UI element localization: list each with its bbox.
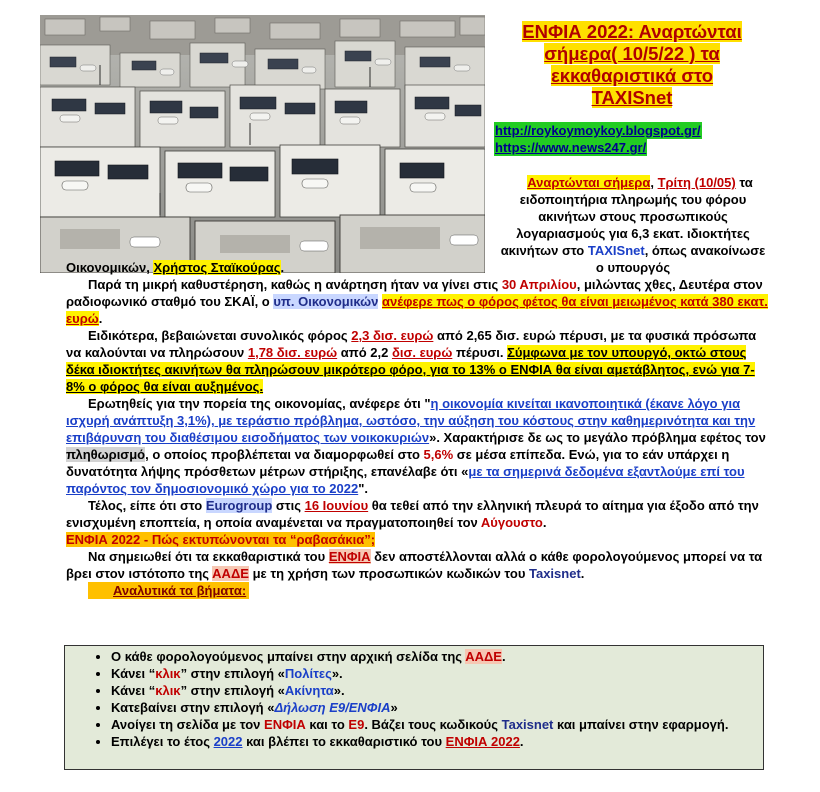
p1-ministry: υπ. Οικονομικών xyxy=(273,294,379,309)
p5-text-c: δεν αποστέλλονται αλλά ο κάθε φορολογούμενος μπορεί να τα βρει στον ιστότοπο της xyxy=(66,549,763,581)
p3-text-e: , ο οποίος προβλέπεται να διαμορφωθεί στο xyxy=(145,447,424,462)
p3-economy-quote: η οικονομία κινείται ικανοποιητικά (έκανε λόγο για ισχυρή ανάπτυξη 3,1%), με τεράστιο πρόβλημα, ωστόσο, την αύξηση του κόστους στην καθημερινότητα και την επιβάρυνση του διαθέσιμου εισοδήματος των νοικοκυριών xyxy=(66,396,756,445)
s2-text-c: ” στην επιλογή « xyxy=(180,666,285,681)
p1-amount: 380 εκατ. ευρώ xyxy=(66,294,768,326)
paragraph-economy xyxy=(66,395,772,497)
p1-text-a: Παρά τη μικρή καθυστέρηση, καθώς η ανάρτηση ήταν να γίνει στις xyxy=(88,277,502,292)
p4-eurogroup: Eurogroup xyxy=(205,498,273,513)
p4-date: 16 Ιουνίου xyxy=(304,498,369,513)
p0-text-a: Οικονομικών, xyxy=(66,260,154,275)
p2-prev: δισ. ευρώ xyxy=(391,345,453,360)
paragraph-amounts xyxy=(66,327,772,395)
paragraph-delay xyxy=(66,276,772,327)
step-2 xyxy=(111,665,763,682)
steps-box xyxy=(64,645,764,770)
p5-taxisnet: Taxisnet xyxy=(529,566,581,581)
title-line-1: ΕΝΦΙΑ 2022: Αναρτώνται xyxy=(522,21,742,42)
p3-text-g: σε μέσα επίπεδα. Ενώ, για το εάν υπάρχει η δυνατότητα λήψης πρόσθετων μέτρων στήριξης, επανέλαβε ότι « xyxy=(66,447,730,479)
s5-e9: Ε9 xyxy=(348,717,365,732)
s5-enfia: ΕΝΦΙΑ xyxy=(264,717,306,732)
p2-text-a: Ειδικότερα, βεβαιώνεται συνολικός φόρος xyxy=(88,328,352,343)
p3-text-i: ". xyxy=(358,481,368,496)
s5-taxisnet: Taxisnet xyxy=(501,717,554,732)
s5-text-a: Ανοίγει τη σελίδα με τον xyxy=(111,717,265,732)
s6-text-c: και βλέπει το εκκαθαριστικό του xyxy=(242,734,446,749)
s4-text-a: Κατεβαίνει στην επιλογή « xyxy=(111,700,275,715)
intro-highlight-today: Αναρτώνται σήμερα xyxy=(527,175,651,190)
s3-text-c: ” στην επιλογή « xyxy=(180,683,285,698)
s3-text-e: ». xyxy=(333,683,345,698)
p4-text-g: . xyxy=(542,515,547,530)
p4-month: Αύγουστο xyxy=(480,515,543,530)
s6-year: 2022 xyxy=(213,734,243,749)
steps-heading-text: Αναλυτικά τα βήματα: xyxy=(88,582,249,599)
intro-text-f: , όπως ανακοίνωσε ο υπουργός xyxy=(595,243,766,275)
p5-aade: ΑΑΔΕ xyxy=(212,566,249,581)
p2-minister-quote: Σύμφωνα με τον υπουργό, οκτώ στους δέκα ιδιοκτήτες ακινήτων θα πληρώσουν μικρότερο φόρο, για το 13% ο ΕΝΦΙΑ θα είναι αμετάβλητος, ενώ για 7- 8% ο φόρος θα είναι αυξημένος. xyxy=(66,345,755,394)
s3-property: Ακίνητα xyxy=(284,683,334,698)
p5-text-g: . xyxy=(580,566,585,581)
p2-text-c: από 2,65 δισ. ευρώ πέρυσι, με τα φυσικά πρόσωπα να καλούνται να πληρώσουν xyxy=(66,328,757,360)
p1-text-c: , μιλώντας χθες, Δευτέρα στον ραδιοφωνικό σταθμό του ΣΚΑΪ, ο xyxy=(66,277,763,309)
source-links xyxy=(494,122,702,156)
s3-text-a: Κάνει “ xyxy=(111,683,156,698)
p3-fiscal-quote: με τα σημερινά δεδομένα εξαντλούμε επί του παρόντος τον δημοσιονομικό χώρο για το 2022 xyxy=(66,464,745,496)
p1-text-h: . xyxy=(98,311,103,326)
subheading-text: ΕΝΦΙΑ 2022 - Πώς εκτυπώνονται τα “ραβασάκια”; xyxy=(66,532,376,547)
p3-text-a: Ερωτηθείς για την πορεία της οικονομίας, ανέφερε ότι " xyxy=(88,396,431,411)
s6-text-e: . xyxy=(519,734,524,749)
s5-text-c: και το xyxy=(305,717,349,732)
p3-text-c: ». Χαρακτήρισε δε ως το μεγάλο πρόβλημα εφέτος τον xyxy=(429,430,766,445)
s1-aade: ΑΑΔΕ xyxy=(465,649,502,664)
p1-date: 30 Απριλίου xyxy=(501,277,577,292)
steps-heading xyxy=(66,582,772,599)
p3-percent: 5,6% xyxy=(423,447,454,462)
article-photo xyxy=(40,15,485,273)
s4-e9-enfia: Δήλωση Ε9/ΕΝΦΙΑ xyxy=(274,700,391,715)
step-1 xyxy=(111,648,763,665)
intro-date: Τρίτη (10/05) xyxy=(657,175,736,190)
s6-text-a: Επιλέγει το έτος xyxy=(111,734,214,749)
step-6 xyxy=(111,733,763,750)
article-title xyxy=(496,21,768,109)
p2-text-e: από 2,2 xyxy=(337,345,392,360)
source-link-blog[interactable]: http://roykoymoykoy.blogspot.gr/ xyxy=(495,123,701,138)
paragraph-minister xyxy=(66,259,772,276)
p4-text-a: Τέλος, είπε ότι στο xyxy=(88,498,206,513)
intro-text-d: τα ειδοποιητήρια πληρωμής του φόρου ακινήτων στους προσωπικούς λογαριασμούς για 6,3 εκατ. ιδιοκτήτες ακινήτων στο xyxy=(500,175,753,258)
s6-enfia-2022: ΕΝΦΙΑ 2022 xyxy=(445,734,520,749)
title-line-4: TAXISnet xyxy=(591,87,673,108)
intro-text-b: , xyxy=(650,175,658,190)
p5-text-e: με τη χρήση των προσωπικών κωδικών του xyxy=(248,566,529,581)
s2-text-e: ». xyxy=(331,666,343,681)
step-5 xyxy=(111,716,763,733)
p5-enfia: ΕΝΦΙΑ xyxy=(328,549,371,564)
p4-text-e: θα τεθεί από την ελληνική πλευρά το αίτημα για έξοδο από την ενισχυμένη εποπτεία, η οποία αναμένεται να πραγματοποιηθεί τον xyxy=(66,498,759,530)
p4-text-c: στις xyxy=(272,498,305,513)
s2-click: κλικ xyxy=(155,666,181,681)
s3-click: κλικ xyxy=(155,683,181,698)
p2-text-g: πέρυσι. xyxy=(452,345,508,360)
rooftops-solar-heaters-photo xyxy=(40,15,485,273)
intro-taxisnet: TAXISnet xyxy=(587,243,645,258)
article-body xyxy=(66,259,772,599)
title-line-3: εκκαθαριστικά στο xyxy=(550,65,714,86)
paragraph-eurogroup xyxy=(66,497,772,531)
s1-text-a: Ο κάθε φορολογούμενος μπαίνει στην αρχική σελίδα της xyxy=(111,649,466,664)
s2-text-a: Κάνει “ xyxy=(111,666,156,681)
s5-text-e: . Βάζει τους κωδικούς xyxy=(364,717,502,732)
s2-citizens: Πολίτες xyxy=(284,666,332,681)
step-3 xyxy=(111,682,763,699)
p2-total: 2,3 δισ. ευρώ xyxy=(351,328,434,343)
step-4 xyxy=(111,699,763,716)
p0-text-c: . xyxy=(280,260,285,275)
minister-name: Χρήστος Σταϊκούρας xyxy=(153,260,281,275)
source-link-news247[interactable]: https://www.news247.gr/ xyxy=(495,140,647,155)
title-line-2: σήμερα( 10/5/22 ) τα xyxy=(544,43,720,64)
p3-inflation: πληθωρισμό xyxy=(66,447,146,462)
s5-text-g: και μπαίνει στην εφαρμογή. xyxy=(553,717,729,732)
s1-text-c: . xyxy=(501,649,506,664)
subheading xyxy=(66,531,772,548)
steps-list xyxy=(65,646,763,750)
s4-text-c: » xyxy=(390,700,398,715)
p1-reduction: ανέφερε πως ο φόρος φέτος θα είναι μειωμένος κατά xyxy=(381,294,713,309)
paragraph-aade xyxy=(66,548,772,582)
p2-persons: 1,78 δισ. ευρώ xyxy=(247,345,338,360)
p5-text-a: Να σημειωθεί ότι τα εκκαθαριστικά του xyxy=(88,549,329,564)
